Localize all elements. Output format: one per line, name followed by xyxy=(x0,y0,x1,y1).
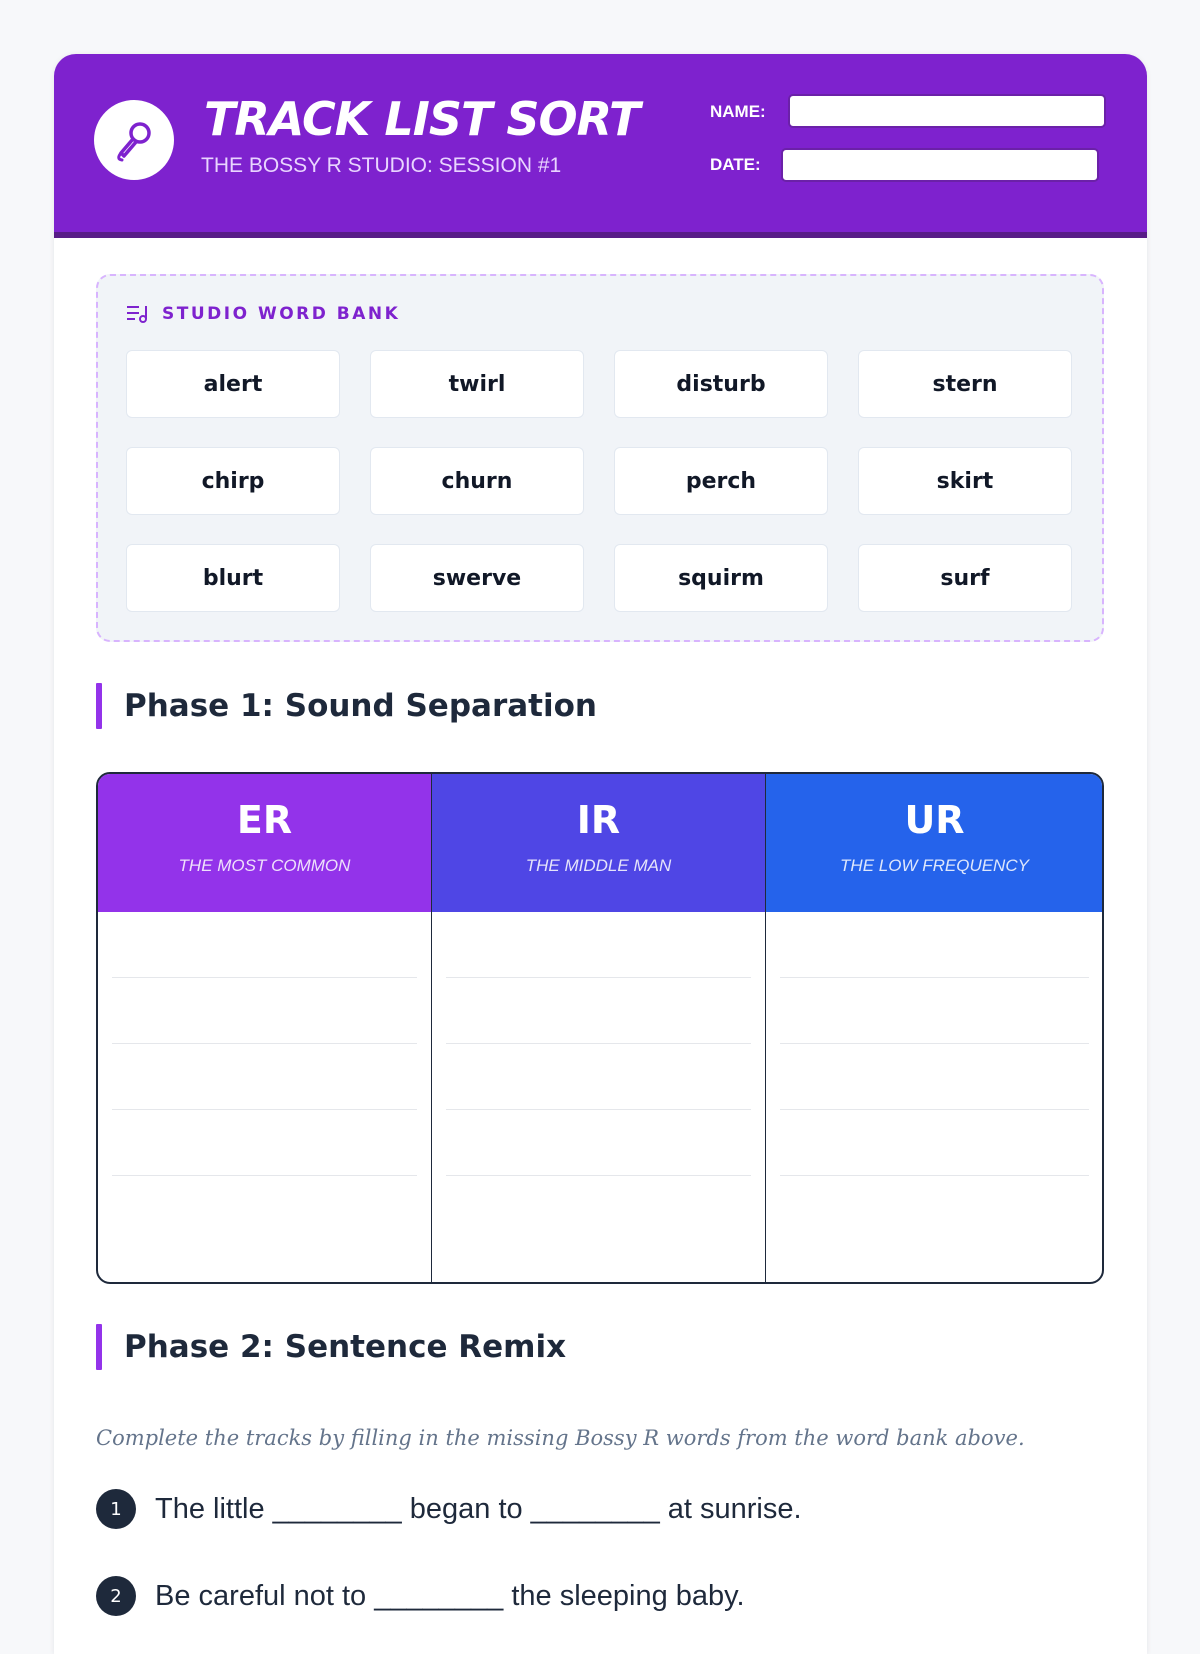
name-field[interactable] xyxy=(788,94,1106,128)
writing-line[interactable] xyxy=(112,977,417,978)
word-bank-heading xyxy=(126,304,400,324)
word-tile[interactable]: skirt xyxy=(858,447,1072,515)
writing-line[interactable] xyxy=(446,1043,751,1044)
word-tile[interactable]: chirp xyxy=(126,447,340,515)
column-header xyxy=(766,774,1103,912)
phase-1-heading xyxy=(96,683,597,729)
word-bank xyxy=(96,274,1104,642)
date-label: DATE: xyxy=(710,155,761,174)
writing-line[interactable] xyxy=(780,1043,1089,1044)
sort-column-ur xyxy=(765,774,1103,1282)
word-tile[interactable]: perch xyxy=(614,447,828,515)
question-item xyxy=(96,1576,745,1616)
question-item xyxy=(96,1489,802,1529)
sort-table xyxy=(96,772,1104,1284)
column-letters: UR xyxy=(904,798,965,842)
sort-column-ir xyxy=(431,774,765,1282)
question-number: 2 xyxy=(96,1576,136,1616)
phase-1-title: Phase 1: Sound Separation xyxy=(124,688,597,724)
microphone-logo xyxy=(94,100,174,180)
worksheet xyxy=(54,54,1147,1654)
word-tile[interactable]: squirm xyxy=(614,544,828,612)
playlist-icon xyxy=(126,304,150,324)
word-tile[interactable]: alert xyxy=(126,350,340,418)
word-tile[interactable]: twirl xyxy=(370,350,584,418)
column-header xyxy=(98,774,431,912)
date-field[interactable] xyxy=(781,148,1099,182)
column-subtitle: THE LOW FREQUENCY xyxy=(840,856,1029,875)
word-tile[interactable]: stern xyxy=(858,350,1072,418)
column-letters: IR xyxy=(576,798,621,842)
heading-accent-bar xyxy=(96,683,102,729)
phase-2-title: Phase 2: Sentence Remix xyxy=(124,1329,567,1365)
word-tile[interactable]: swerve xyxy=(370,544,584,612)
phase-2-heading xyxy=(96,1324,566,1370)
sort-column-er xyxy=(98,774,431,1282)
worksheet-header xyxy=(54,54,1147,238)
writing-line[interactable] xyxy=(112,1043,417,1044)
question-text: The little ________ began to ________ at sunrise. xyxy=(155,1492,802,1525)
column-header xyxy=(432,774,765,912)
page-subtitle: THE BOSSY R STUDIO: SESSION #1 xyxy=(201,154,562,177)
word-tile[interactable]: surf xyxy=(858,544,1072,612)
question-number: 1 xyxy=(96,1489,136,1529)
name-label: NAME: xyxy=(710,102,766,121)
word-bank-title: STUDIO WORD BANK xyxy=(162,304,401,324)
writing-line[interactable] xyxy=(446,1175,751,1176)
heading-accent-bar xyxy=(96,1324,102,1370)
question-text: Be careful not to ________ the sleeping baby. xyxy=(155,1579,745,1612)
page-title: TRACK LIST SORT xyxy=(204,92,640,146)
writing-line[interactable] xyxy=(446,1109,751,1110)
column-subtitle: THE MOST COMMON xyxy=(178,856,351,875)
microphone-icon xyxy=(110,116,158,164)
writing-line[interactable] xyxy=(780,977,1089,978)
writing-line[interactable] xyxy=(446,977,751,978)
writing-line[interactable] xyxy=(112,1175,417,1176)
column-letters: ER xyxy=(236,798,293,842)
writing-line[interactable] xyxy=(780,1109,1089,1110)
word-tile[interactable]: blurt xyxy=(126,544,340,612)
writing-line[interactable] xyxy=(780,1175,1089,1176)
writing-line[interactable] xyxy=(112,1109,417,1110)
phase-2-instructions: Complete the tracks by filling in the missing Bossy R words from the word bank above. xyxy=(96,1426,1025,1450)
column-subtitle: THE MIDDLE MAN xyxy=(525,856,672,875)
word-tile[interactable]: disturb xyxy=(614,350,828,418)
word-tile[interactable]: churn xyxy=(370,447,584,515)
